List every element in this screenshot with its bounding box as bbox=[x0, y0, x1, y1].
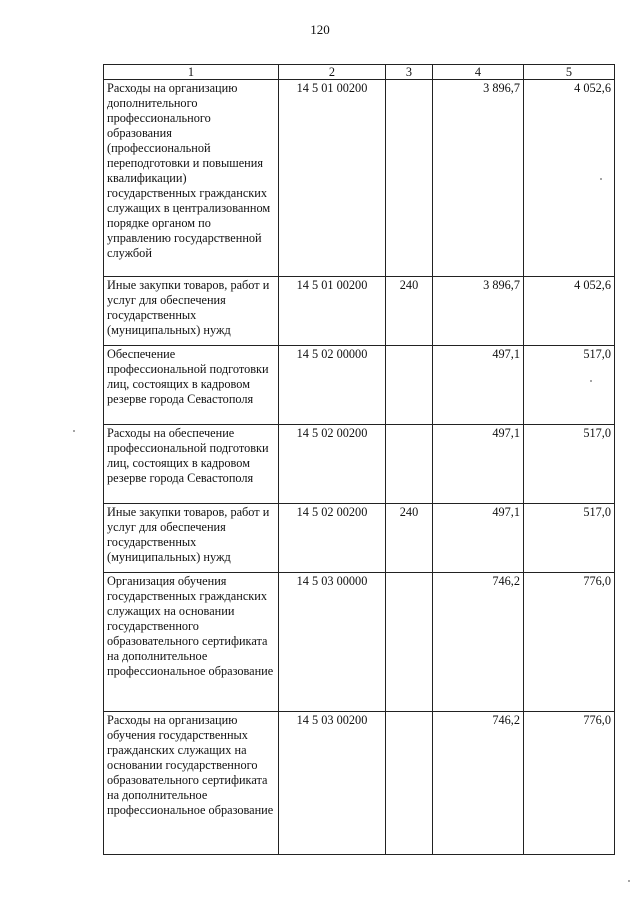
scan-speck bbox=[628, 880, 630, 882]
header-col-2: 2 bbox=[279, 65, 386, 80]
row-code: 14 5 01 00200 bbox=[279, 80, 386, 277]
table-row bbox=[104, 425, 615, 504]
row-code: 14 5 02 00200 bbox=[279, 504, 386, 573]
row-kvr bbox=[386, 712, 433, 855]
table-row bbox=[104, 80, 615, 277]
row-code: 14 5 03 00200 bbox=[279, 712, 386, 855]
table-row bbox=[104, 573, 615, 712]
header-col-1: 1 bbox=[104, 65, 279, 80]
budget-table bbox=[103, 64, 615, 855]
row-code: 14 5 02 00200 bbox=[279, 425, 386, 504]
row-amount-1: 497,1 bbox=[433, 504, 524, 573]
row-kvr bbox=[386, 425, 433, 504]
row-name: Обеспечение профессиональной подготовки лиц, состоящих в кадровом резерве города Севастополя bbox=[104, 346, 279, 425]
row-amount-2: 517,0 bbox=[524, 425, 615, 504]
scan-speck bbox=[73, 430, 75, 432]
row-amount-2: 517,0 bbox=[524, 504, 615, 573]
table-row bbox=[104, 504, 615, 573]
scan-speck bbox=[600, 178, 602, 180]
row-name: Организация обучения государственных гражданских служащих на основании государственного образовательного сертификата на дополнительное профессиональное образование bbox=[104, 573, 279, 712]
row-kvr: 240 bbox=[386, 277, 433, 346]
row-amount-1: 497,1 bbox=[433, 425, 524, 504]
header-col-4: 4 bbox=[433, 65, 524, 80]
row-amount-2: 4 052,6 bbox=[524, 80, 615, 277]
scan-speck bbox=[590, 380, 592, 382]
row-amount-2: 776,0 bbox=[524, 712, 615, 855]
row-amount-1: 497,1 bbox=[433, 346, 524, 425]
row-kvr bbox=[386, 573, 433, 712]
row-name: Расходы на организацию обучения государственных гражданских служащих на основании государственного образовательного сертификата на дополнительное профессиональное образование bbox=[104, 712, 279, 855]
row-name: Иные закупки товаров, работ и услуг для обеспечения государственных (муниципальных) нужд bbox=[104, 277, 279, 346]
row-amount-1: 746,2 bbox=[433, 712, 524, 855]
row-code: 14 5 03 00000 bbox=[279, 573, 386, 712]
row-amount-1: 3 896,7 bbox=[433, 277, 524, 346]
page-number: 120 bbox=[310, 22, 330, 37]
header-col-3: 3 bbox=[386, 65, 433, 80]
header-col-5: 5 bbox=[524, 65, 615, 80]
row-code: 14 5 02 00000 bbox=[279, 346, 386, 425]
row-amount-1: 3 896,7 bbox=[433, 80, 524, 277]
row-amount-2: 4 052,6 bbox=[524, 277, 615, 346]
row-amount-2: 776,0 bbox=[524, 573, 615, 712]
table-body bbox=[104, 80, 615, 855]
table-row bbox=[104, 277, 615, 346]
row-kvr: 240 bbox=[386, 504, 433, 573]
table-header bbox=[104, 65, 615, 80]
header-row bbox=[104, 65, 615, 80]
row-code: 14 5 01 00200 bbox=[279, 277, 386, 346]
row-name: Иные закупки товаров, работ и услуг для обеспечения государственных (муниципальных) нужд bbox=[104, 504, 279, 573]
row-amount-2: 517,0 bbox=[524, 346, 615, 425]
row-amount-1: 746,2 bbox=[433, 573, 524, 712]
row-kvr bbox=[386, 346, 433, 425]
table-row bbox=[104, 712, 615, 855]
table-row bbox=[104, 346, 615, 425]
row-kvr bbox=[386, 80, 433, 277]
row-name: Расходы на организацию дополнительного профессионального образования (профессиональной переподготовки и повышения квалификации) государственных гражданских служащих в централизованном порядке органом по управлению государственной службой bbox=[104, 80, 279, 277]
row-name: Расходы на обеспечение профессиональной подготовки лиц, состоящих в кадровом резерве города Севастополя bbox=[104, 425, 279, 504]
